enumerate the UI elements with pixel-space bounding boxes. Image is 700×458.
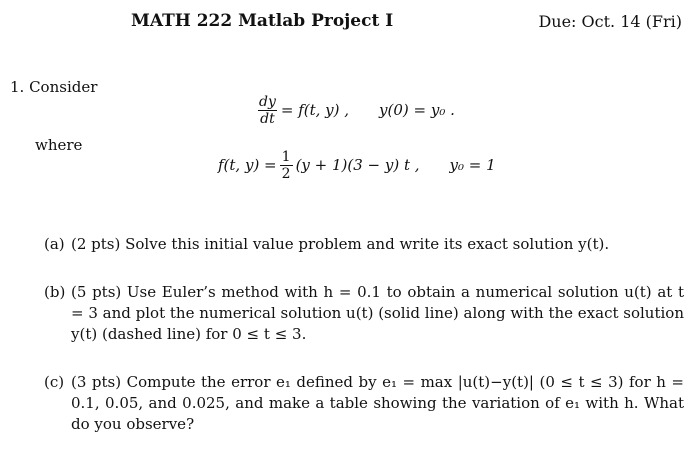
part-a-label: (a)	[44, 235, 65, 253]
where-label: where	[35, 136, 83, 154]
part-a-text: (2 pts) Solve this initial value problem and write its exact solution y(t).	[71, 235, 610, 253]
derivative-numerator: dy	[259, 93, 276, 110]
page-title: MATH 222 Matlab Project I	[131, 11, 394, 31]
function-definition	[218, 142, 496, 188]
part-a	[44, 234, 684, 255]
part-b	[44, 282, 684, 345]
function-rhs: (y + 1)(3 − y) t ,	[295, 156, 420, 174]
half-fraction	[280, 149, 293, 182]
problem-number-label: 1. Consider	[10, 78, 98, 96]
part-b-label: (b)	[44, 283, 66, 301]
differential-equation	[254, 88, 455, 132]
equation-rhs: = f(t, y) ,	[280, 101, 350, 119]
part-c-text: (3 pts) Compute the error e₁ defined by e₁ = max |u(t)−y(t)| (0 ≤ t ≤ 3) for h = 0.1, 0.05, and 0.025, and make a table showing the variation of e₁ with h. What do you observe?	[71, 373, 684, 433]
function-lhs: f(t, y) =	[218, 156, 277, 174]
part-b-text: (5 pts) Use Euler’s method with h = 0.1 to obtain a numerical solution u(t) at t = 3 and plot the numerical solution u(t) (solid line) along with the exact solution y(t) (dashed line) for 0 ≤ t ≤ 3.	[71, 283, 684, 343]
initial-value: y₀ = 1	[449, 156, 496, 174]
part-c	[44, 372, 684, 435]
initial-condition: y(0) = y₀ .	[379, 101, 455, 119]
derivative-denominator: dt	[260, 110, 275, 127]
due-date: Due: Oct. 14 (Fri)	[538, 12, 682, 31]
half-numerator: 1	[281, 148, 291, 165]
half-denominator: 2	[281, 165, 291, 182]
derivative-fraction	[257, 94, 278, 127]
part-c-label: (c)	[44, 373, 65, 391]
